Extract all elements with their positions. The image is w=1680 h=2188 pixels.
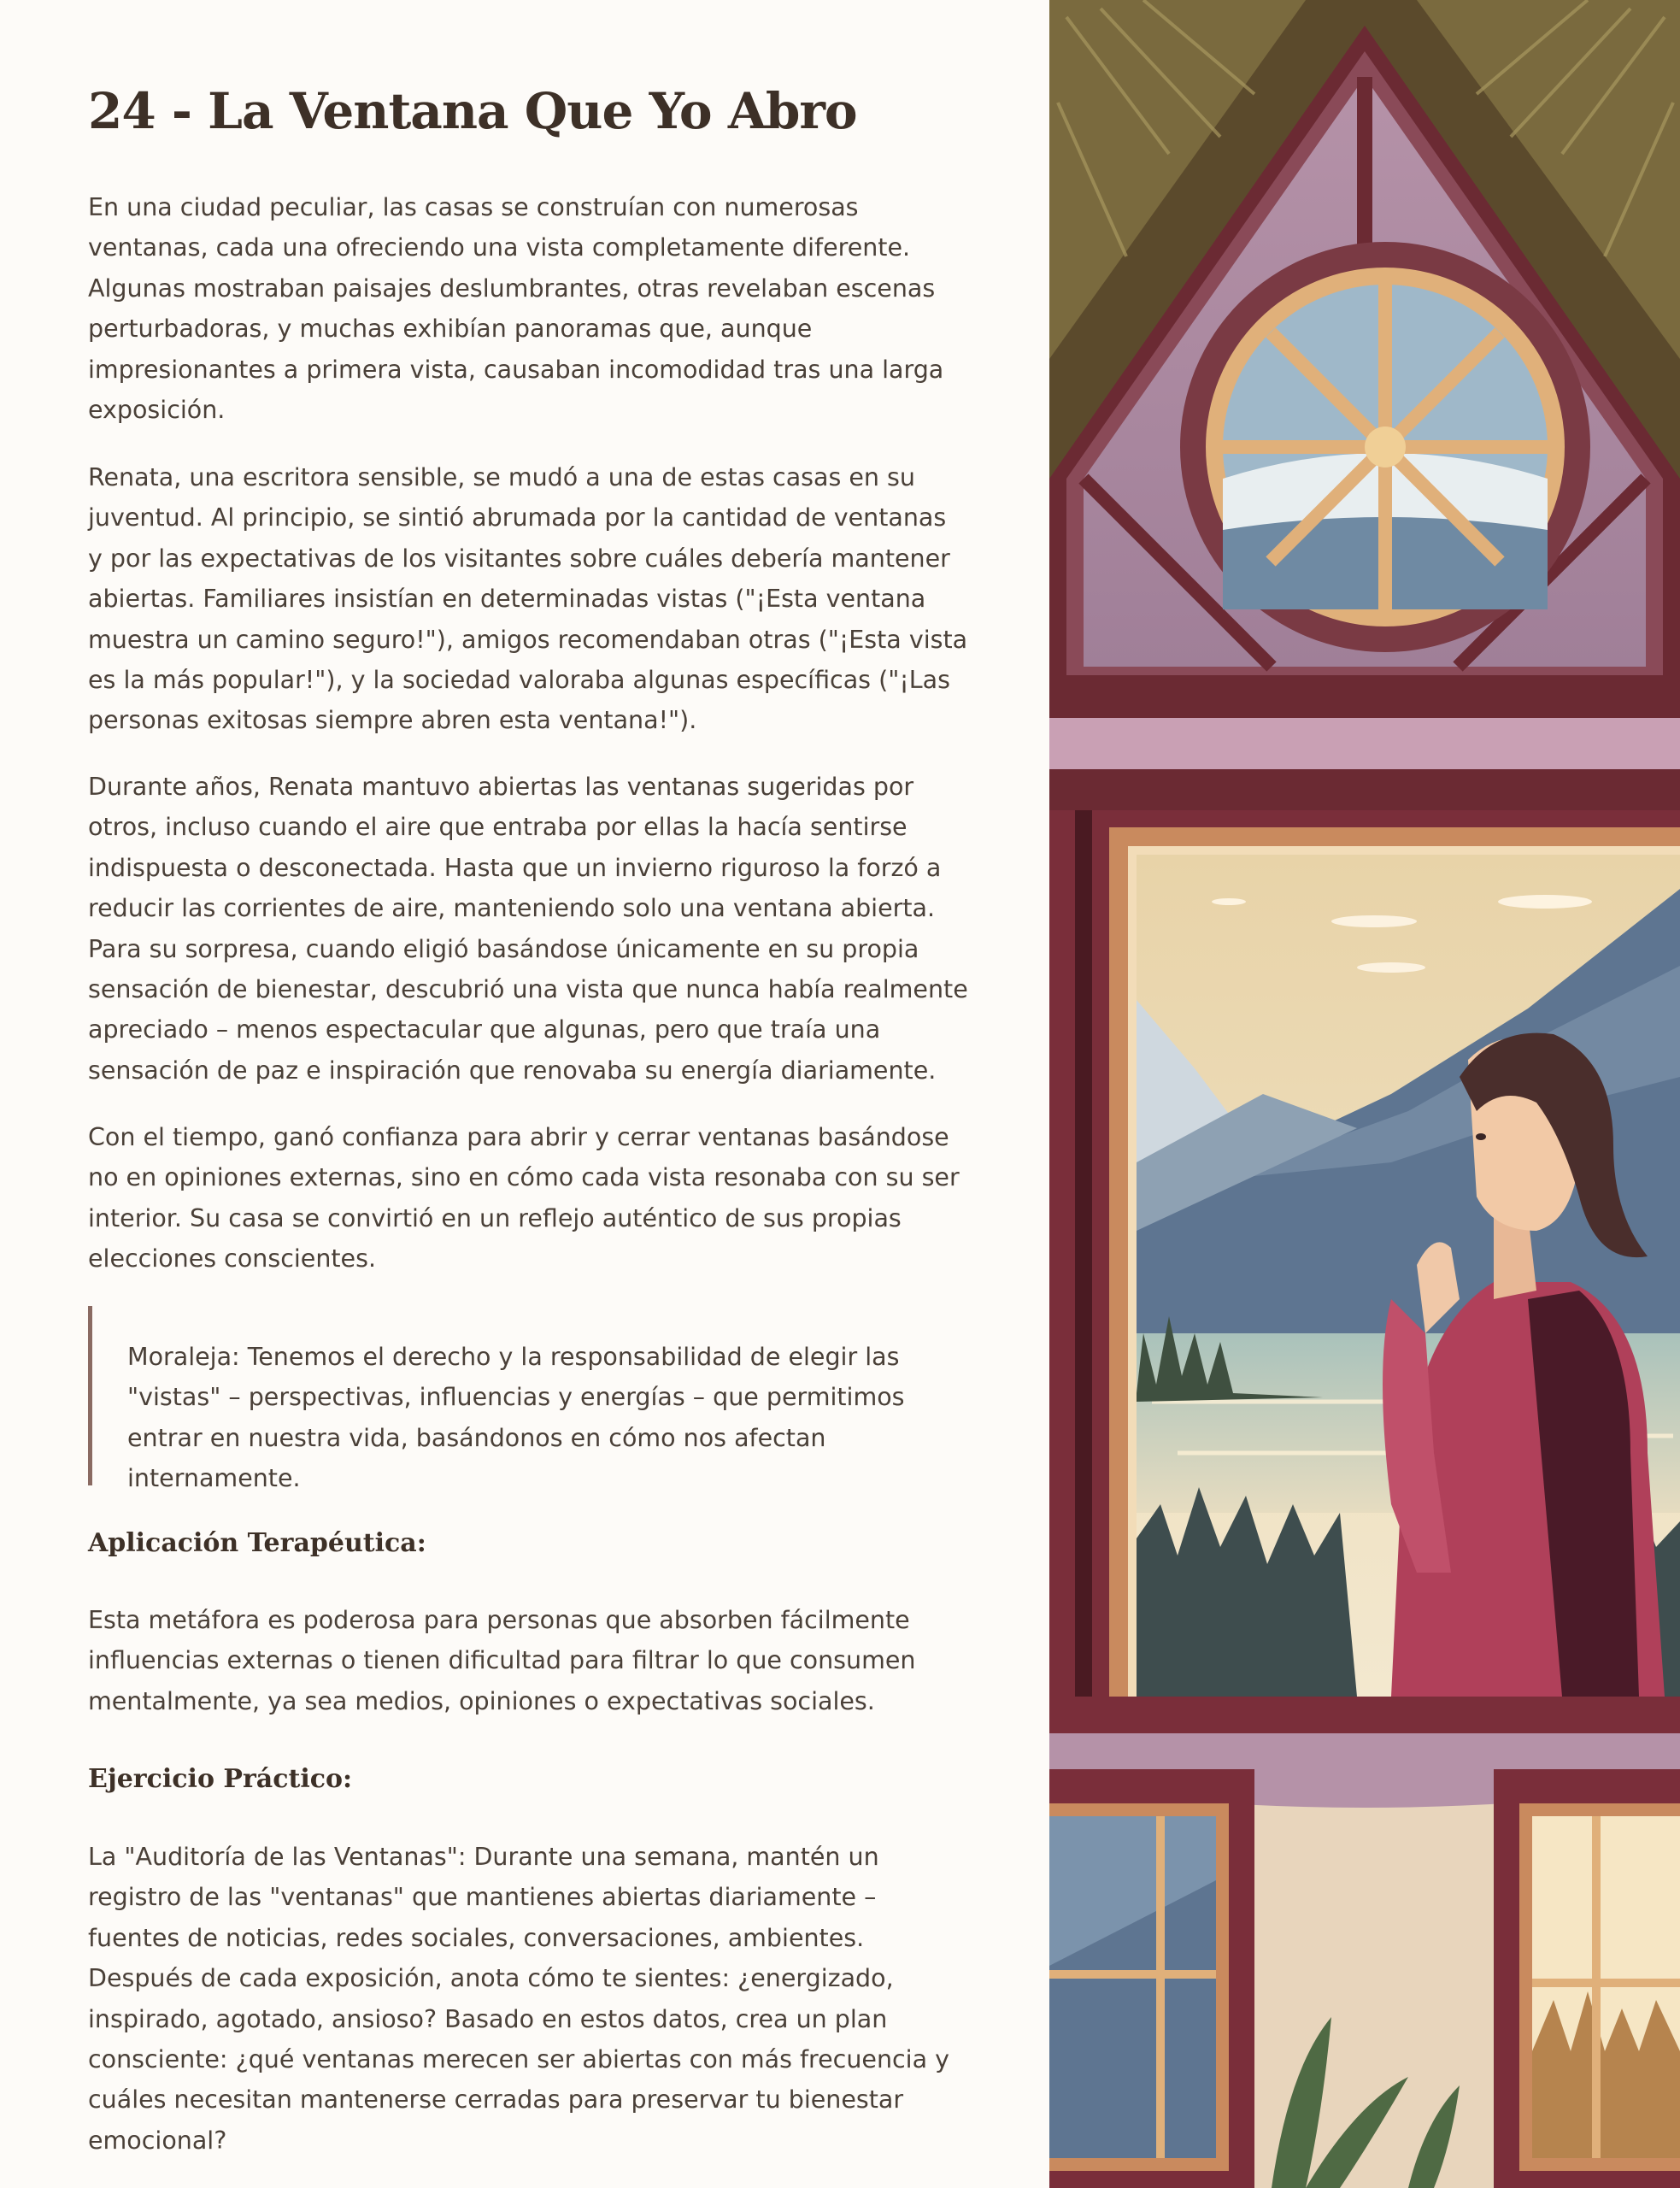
story-paragraph-1: En una ciudad peculiar, las casas se construían con numerosas ventanas, cada una ofreciendo una vista completamente diferente. Algunas mostraban paisajes deslumbrantes, otras revelaban escenas perturbadoras, y muchas exhibían panoramas que, aunque impresionantes a primera vista, causaban incomodidad tras una larga exposición.: [88, 193, 944, 425]
lower-window-left: [1049, 1769, 1254, 2188]
story-paragraph-3: Durante años, Renata mantuvo abiertas las ventanas sugeridas por otros, incluso cuando el aire que entraba por ellas la hacía sentirse indispuesta o desconectada. Hasta que un invierno riguroso la forzó a reducir las corrientes de aire, manteniendo solo una ventana abierta. Para su sorpresa, cuando eligió basándose únicamente en su propia sensación de bienestar, descubrió una vista que nunca había realmente apreciado – menos espectacular que algunas, pero que traía una sensación de paz e inspiración que renovaba su energía diariamente.: [88, 773, 968, 1085]
main-window: [1049, 810, 1680, 1733]
story-paragraph-2: Renata, una escritora sensible, se mudó a una de estas casas en su juventud. Al principio, se sintió abrumada por la cantidad de ventanas y por las expectativas de los visitantes sobre cuáles debería mantener abiertas. Familiares insistían en determinadas vistas ("¡Esta ventana muestra un camino seguro!"), amigos recomendaban otras ("¡Esta vista es la más popular!"), y la sociedad valoraba algunas específicas ("¡Las personas exitosas siempre abren esta ventana!").: [88, 463, 968, 735]
page-title: 24 - La Ventana Que Yo Abro: [88, 82, 857, 140]
lower-window-right: [1494, 1769, 1680, 2188]
story-column: [88, 0, 968, 2188]
beam-top: [1049, 684, 1680, 718]
exercise-text: La "Auditoría de las Ventanas": Durante una semana, mantén un registro de las "ventanas" que mantienes abiertas diariamente – fuentes de noticias, redes sociales, conversaciones, ambientes. Después de cada exposición, anota cómo te sientes: ¿energizado, inspirado, agotado, ansioso? Basado en estos datos, crea un plan consciente: ¿qué ventanas merecen ser abiertas con más frecuencia y cuáles necesitan mantenerse cerradas para preservar tu bienestar emocional?: [88, 1843, 949, 2155]
moral-text: Moraleja: Tenemos el derecho y la responsabilidad de elegir las "vistas" – perspectivas, influencias y energías – que permitimos entrar en nuestra vida, basándonos en cómo nos afectan internamente.: [127, 1343, 905, 1493]
illustration-panel: [1049, 0, 1680, 2188]
round-window: [1180, 242, 1590, 652]
beam-mid: [1049, 769, 1680, 810]
wall-strip: [1049, 718, 1680, 769]
application-text: Esta metáfora es poderosa para personas que absorben fácilmente influencias externas o tienen dificultad para filtrar lo que consumen mentalmente, ya sea medios, opiniones o expectativas sociales.: [88, 1606, 916, 1715]
exercise-heading: Ejercicio Práctico:: [88, 1764, 353, 1794]
story-paragraph-4: Con el tiempo, ganó confianza para abrir y cerrar ventanas basándose no en opiniones externas, sino en cómo cada vista resonaba con su ser interior. Su casa se convirtió en un reflejo auténtico de sus propias elecciones conscientes.: [88, 1123, 960, 1273]
moral-blockquote: [88, 1306, 968, 1493]
house-window-illustration: [1049, 0, 1680, 2188]
application-heading: Aplicación Terapéutica:: [88, 1528, 426, 1558]
